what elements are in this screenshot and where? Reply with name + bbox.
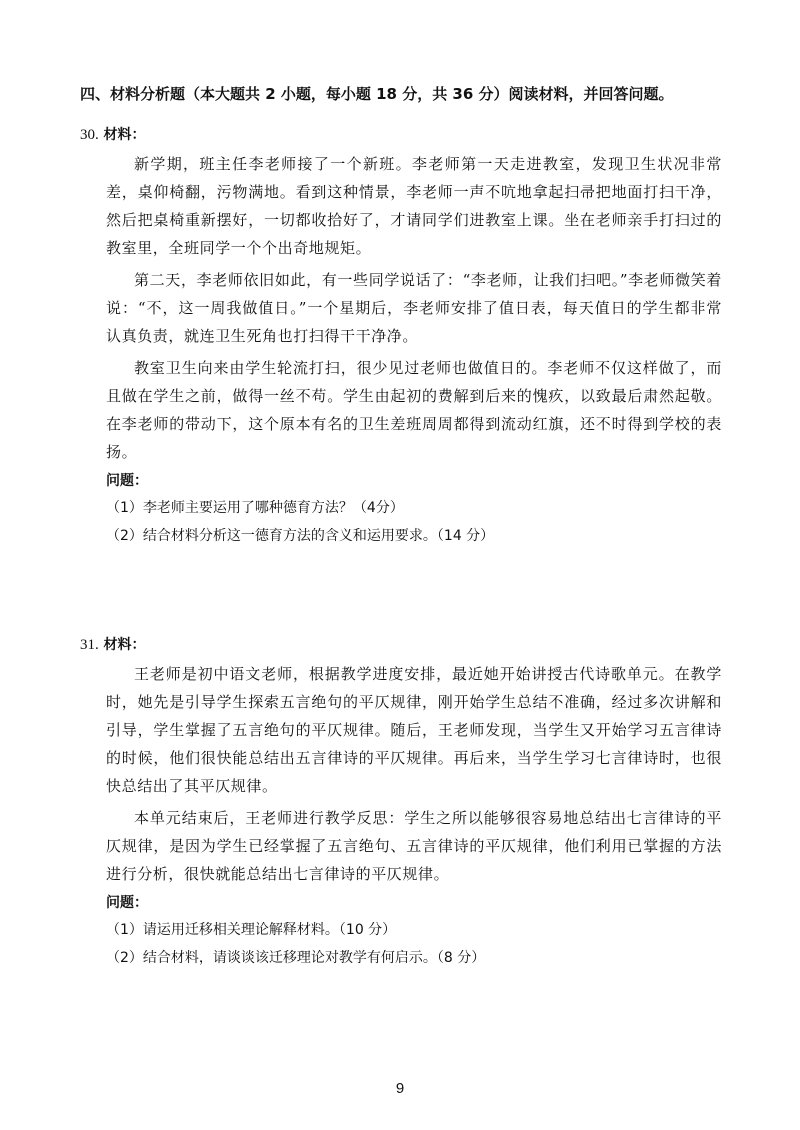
questions-label: 问题：	[106, 473, 148, 489]
material-paragraph: 王老师是初中语文老师，根据教学进度安排，最近她开始讲授古代诗歌单元。在教学时，她先是引导学生探索五言绝句的平仄规律，刚开始学生总结不准确，经过多次讲解和引导，学生掌握了五言绝句的平仄规律。随后，王老师发现，当学生又开始学习五言律诗的时候，他们很快能总结出五言律诗的平仄规律。再后来，当学生学习七言律诗时，也很快总结出了其平仄规律。	[106, 665, 722, 795]
question-item: （1）请运用迁移相关理论解释材料。（10 分）	[106, 922, 397, 938]
material-label: 材料：	[103, 127, 146, 143]
question-item: （2）结合材料分析这一德育方法的含义和运用要求。（14 分）	[106, 528, 495, 544]
section-title: 四、材料分析题（本大题共 2 小题，每小题 18 分，共 36 分）阅读材料，并回答问题。	[80, 85, 674, 103]
question-30-header	[80, 124, 722, 146]
question-31-block	[80, 634, 722, 972]
page-number: 9	[395, 1080, 405, 1097]
question-item: （1）李老师主要运用了哪种德育方法？（4分）	[106, 500, 404, 516]
material-paragraph: 本单元结束后，王老师进行教学反思：学生之所以能够很容易地总结出七言律诗的平仄规律，是因为学生已经掌握了五言绝句、五言律诗的平仄规律，他们利用已掌握的方法进行分析，很快就能总结出七言律诗的平仄规律。	[106, 809, 722, 883]
question-31-header	[80, 634, 722, 656]
question-number: 31.	[80, 637, 99, 653]
questions-label: 问题：	[106, 895, 148, 911]
material-label: 材料：	[103, 637, 146, 653]
material-paragraph: 新学期，班主任李老师接了一个新班。李老师第一天走进教室，发现卫生状况非常差，桌仰椅翻，污物满地。看到这种情景，李老师一声不吭地拿起扫帚把地面打扫干净，然后把桌椅重新摆好，一切都收拾好了，才请同学们进教室上课。坐在老师亲手打扫过的教室里，全班同学一个个出奇地规矩。	[106, 155, 722, 257]
question-30-block	[80, 124, 722, 550]
material-paragraph: 第二天，李老师依旧如此，有一些同学说话了：“李老师，让我们扫吧。”李老师微笑着说：“不，这一周我做值日。”一个星期后，李老师安排了值日表，每天值日的学生都非常认真负责，就连卫生死角也打扫得干干净净。	[106, 271, 722, 345]
question-item: （2）结合材料，请谈谈该迁移理论对教学有何启示。（8 分）	[106, 950, 486, 966]
question-number: 30.	[80, 127, 99, 143]
material-paragraph: 教室卫生向来由学生轮流打扫，很少见过老师也做值日的。李老师不仅这样做了，而且做在学生之前，做得一丝不苟。学生由起初的费解到后来的愧疚，以致最后肃然起敬。在李老师的带动下，这个原本有名的卫生差班周周都得到流动红旗，还不时得到学校的表扬。	[106, 359, 722, 461]
